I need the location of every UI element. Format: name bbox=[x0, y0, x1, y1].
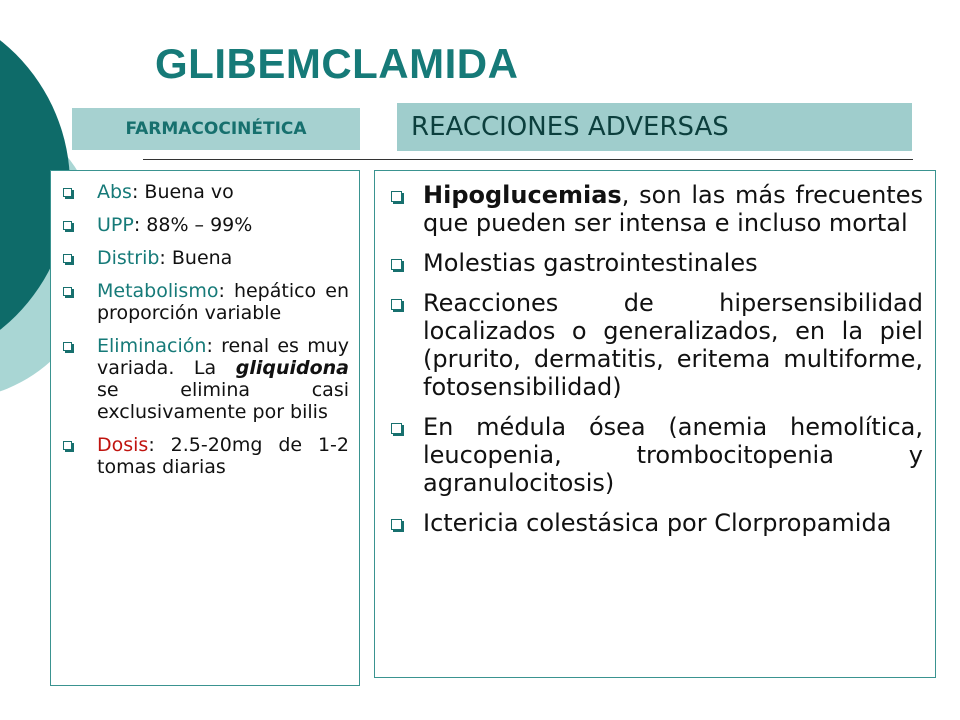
list-item bbox=[387, 249, 923, 277]
item-text: Reacciones de hipersensibilidad localizados o generalizados, en la piel (prurito, dermatitis, eritema multiforme, fotosensibilidad) bbox=[423, 289, 923, 401]
square-bullet-icon bbox=[63, 221, 72, 230]
square-bullet-icon bbox=[391, 259, 402, 270]
square-bullet-icon bbox=[391, 299, 402, 310]
slide-title: GLIBEMCLAMIDA bbox=[155, 40, 519, 87]
square-bullet-icon bbox=[391, 191, 402, 202]
item-term: Distrib bbox=[97, 247, 160, 269]
item-text: : 88% – 99% bbox=[133, 214, 253, 236]
list-item bbox=[61, 181, 349, 203]
list-item bbox=[61, 280, 349, 324]
farmacocinetica-panel bbox=[50, 170, 360, 686]
square-bullet-icon bbox=[391, 423, 402, 434]
item-term: Dosis bbox=[97, 434, 149, 456]
item-emphasis: gliquidona bbox=[235, 357, 349, 379]
item-term: UPP bbox=[97, 214, 134, 236]
reacciones-adversas-heading: REACCIONES ADVERSAS bbox=[397, 103, 912, 151]
item-text: Molestias gastrointestinales bbox=[423, 249, 758, 277]
list-item bbox=[61, 247, 349, 269]
item-text: En médula ósea (anemia hemolítica, leucopenia, trombocitopenia y agranulocitosis) bbox=[423, 413, 923, 497]
farmacocinetica-heading: FARMACOCINÉTICA bbox=[72, 108, 360, 150]
reacciones-list bbox=[387, 181, 923, 537]
list-item bbox=[387, 509, 923, 537]
square-bullet-icon bbox=[391, 519, 402, 530]
item-term: Abs bbox=[97, 181, 132, 203]
list-item bbox=[387, 413, 923, 497]
list-item bbox=[61, 335, 349, 423]
item-text: Ictericia colestásica por Clorpropamida bbox=[423, 509, 892, 537]
square-bullet-icon bbox=[63, 188, 72, 197]
square-bullet-icon bbox=[63, 287, 72, 296]
item-text: : hepático en proporción variable bbox=[97, 280, 349, 324]
item-text: se elimina casi exclusivamente por bilis bbox=[97, 379, 349, 423]
list-item bbox=[61, 434, 349, 478]
reacciones-panel bbox=[374, 170, 936, 678]
item-text: : Buena bbox=[159, 247, 233, 269]
item-term: Metabolismo bbox=[97, 280, 219, 302]
header-divider bbox=[143, 159, 913, 160]
square-bullet-icon bbox=[63, 342, 72, 351]
list-item bbox=[387, 289, 923, 401]
item-text: : 2.5-20mg de 1-2 tomas diarias bbox=[97, 434, 349, 478]
square-bullet-icon bbox=[63, 441, 72, 450]
list-item bbox=[387, 181, 923, 237]
item-text: : Buena vo bbox=[131, 181, 234, 203]
farmacocinetica-list bbox=[61, 181, 349, 478]
list-item bbox=[61, 214, 349, 236]
item-term: Hipoglucemias bbox=[423, 181, 622, 209]
item-term: Eliminación bbox=[97, 335, 207, 357]
item-text: : renal es muy variada. La bbox=[97, 335, 349, 379]
square-bullet-icon bbox=[63, 254, 72, 263]
item-text: , son las más frecuentes que pueden ser intensa e incluso mortal bbox=[423, 181, 923, 237]
